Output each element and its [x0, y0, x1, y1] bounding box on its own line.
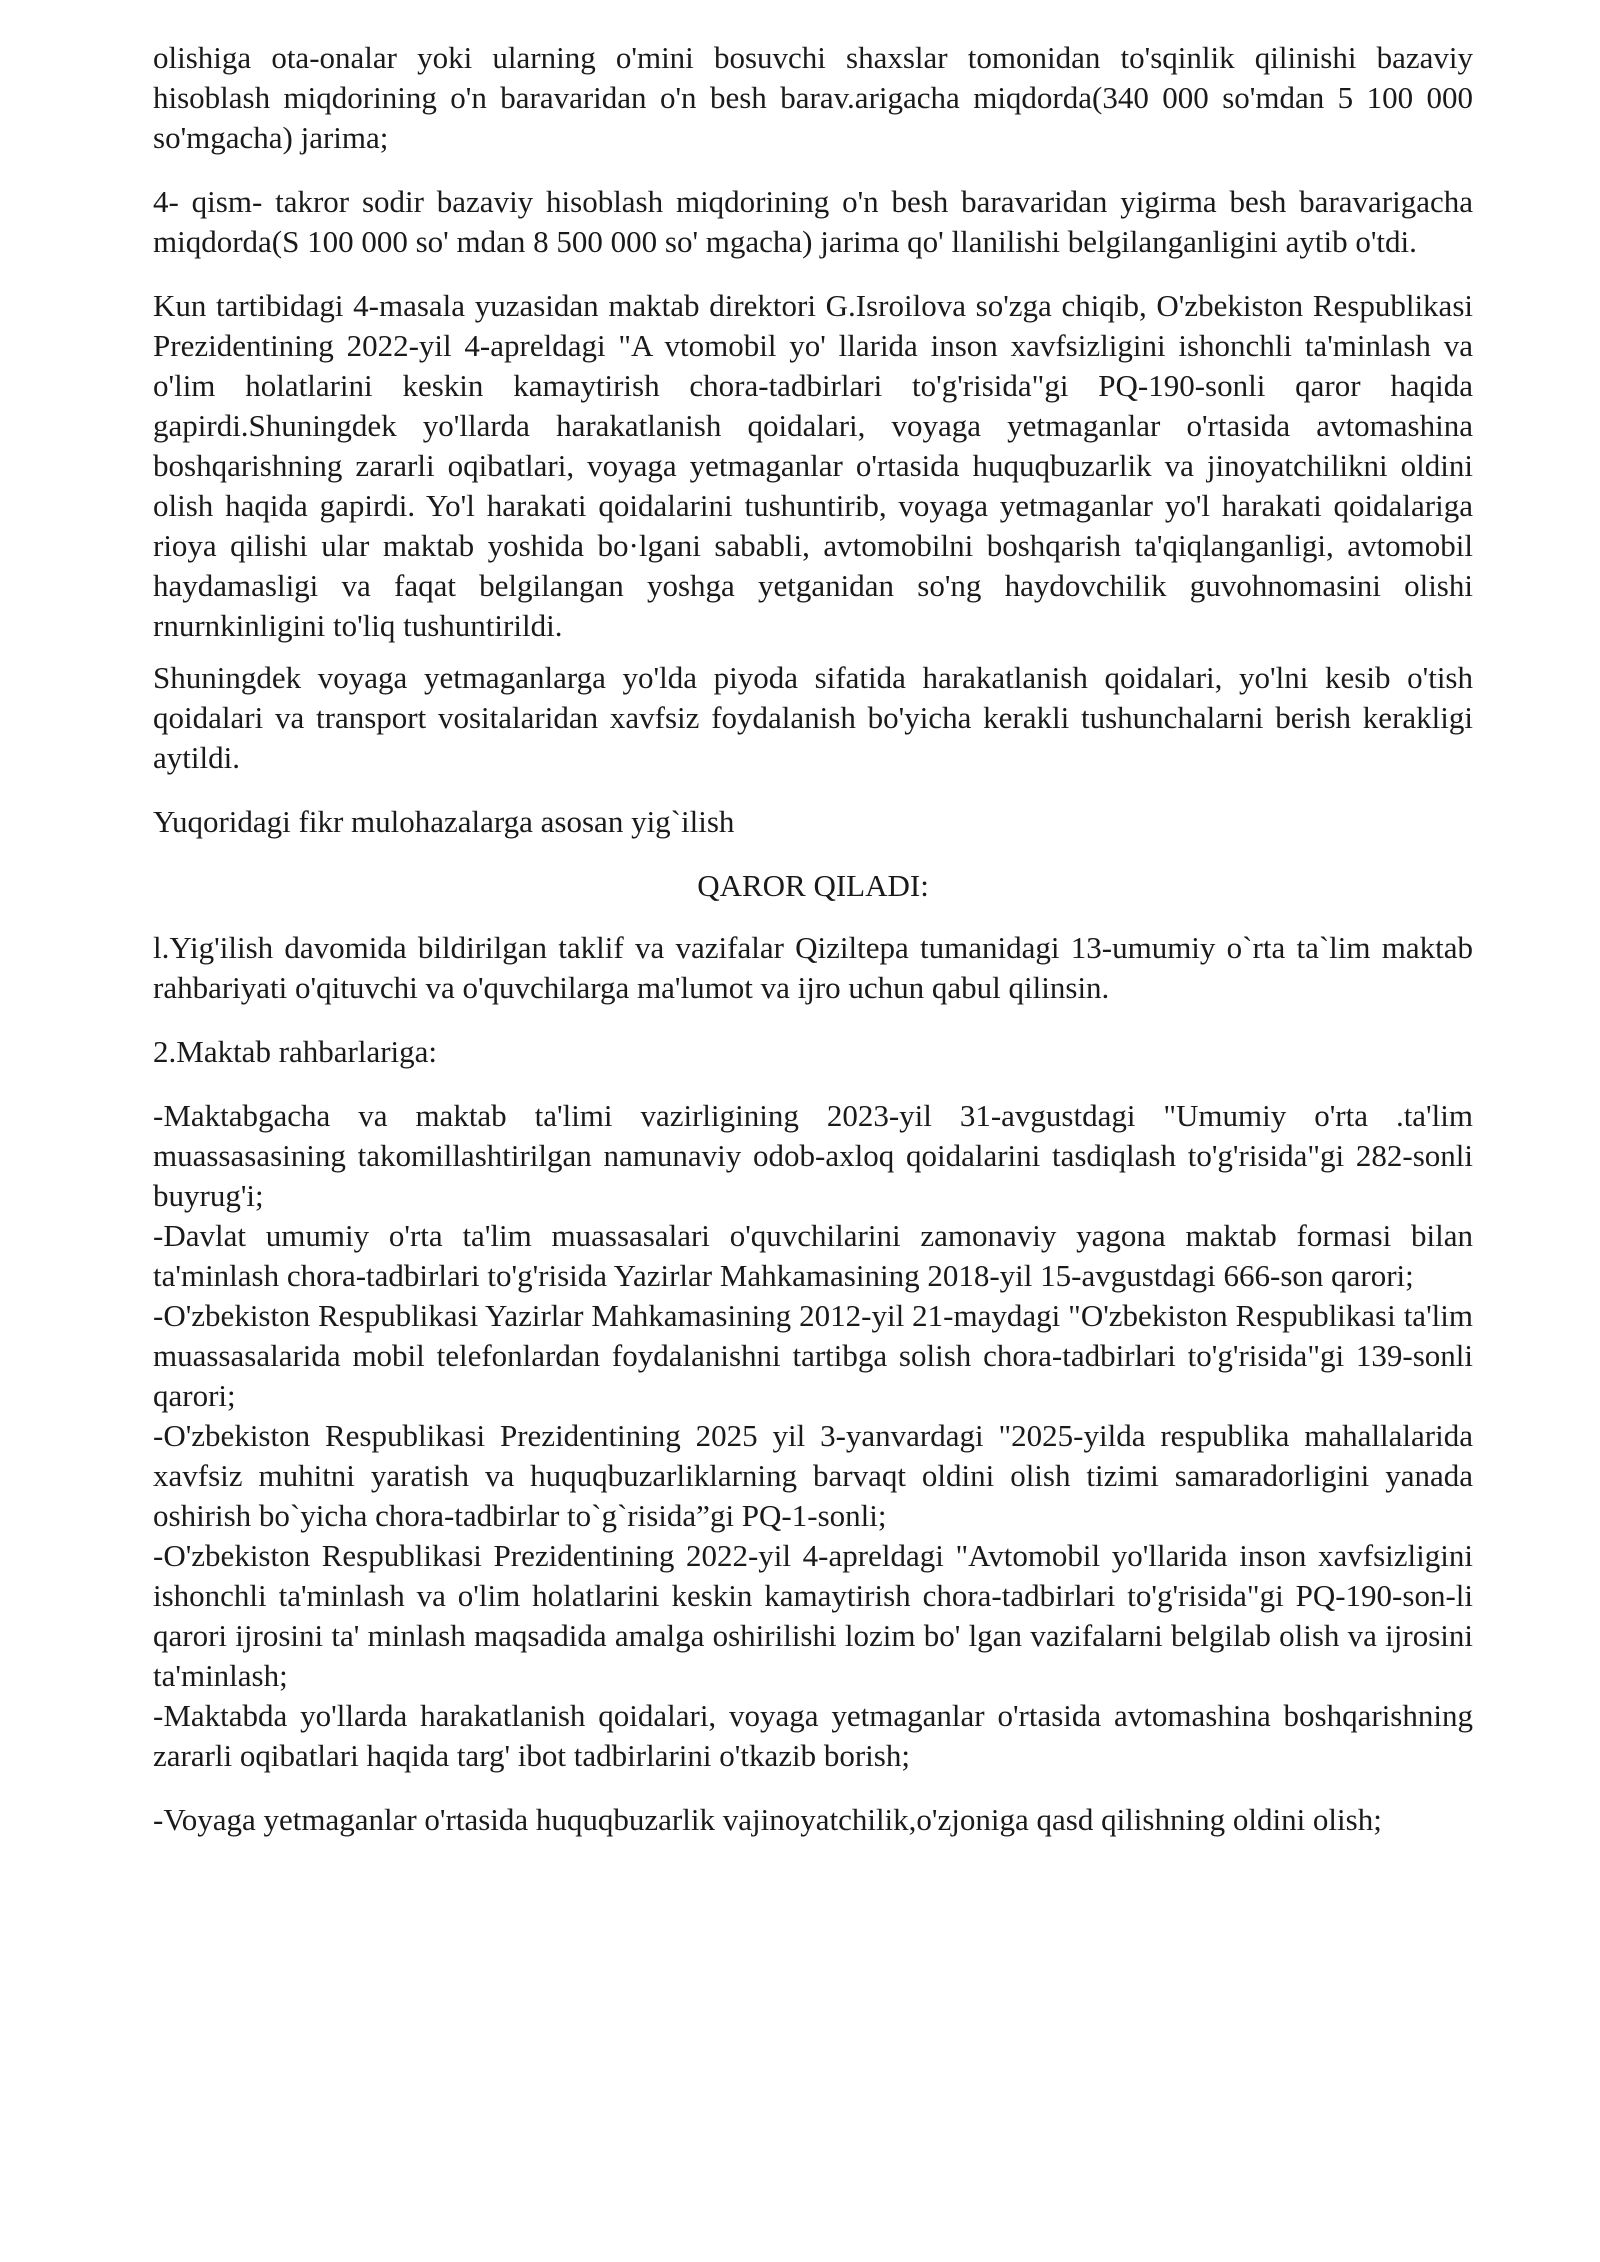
list-item: -Davlat umumiy o'rta ta'lim muassasalari o'quvchilarini zamonaviy yagona maktab formasi bilan ta'minlash chora-tadbirlari to'g'risida Yazirlar Mahkamasining 2018-yil 15-avgustdagi 666-son qarori;: [153, 1218, 1473, 1293]
paragraph-based-on: Yuqoridagi fikr mulohazalarga asosan yig`ilish: [153, 804, 735, 839]
list-item: -O'zbekiston Respublikasi Yazirlar Mahkamasining 2012-yil 21-maydagi "O'zbekiston Respublikasi ta'lim muassasalarida mobil telefonlardan foydalanishni tartibga solish chora-tadbirlari to'g'risida"gi 139-sonli qarori;: [153, 1298, 1473, 1413]
decision-heading: QAROR QILADI:: [697, 868, 929, 903]
list-item: -O'zbekiston Respublikasi Prezidentining 2022-yil 4-apreldagi "Avtomobil yo'llarida inson xavfsizligini ishonchli ta'minlash va o'lim holatlarini keskin kamaytirish chora-tadbirlari to'g'risida"gi PQ-190-son-li qarori ijrosini ta' minlash maqsadida amalga oshirilishi lozim bo' lgan vazifalarni belgilab olish va ijrosini ta'minlash;: [153, 1538, 1473, 1693]
document-page: [153, 38, 1473, 1864]
decision-2-title: 2.Maktab rahbarlariga:: [153, 1034, 438, 1069]
paragraph-pedestrian-rules: Shuningdek voyaga yetmaganlarga yo'lda piyoda sifatida harakatlanish qoidalari, yo'lni kesib o'tish qoidalari va transport vositalaridan xavfsiz foydalanish bo'yicha kerakli tushunchalarni berish kerakligi aytildi.: [153, 660, 1473, 775]
paragraph-fine-clause: olishiga ota-onalar yoki ularning o'mini bosuvchi shaxslar tomonidan to'sqinlik qilinishi bazaviy hisoblash miqdorining o'n baravaridan o'n besh barav.arigacha miqdorda(340 000 so'mdan 5 100 000 so'mgacha) jarima;: [153, 40, 1473, 155]
paragraph-agenda-item-4: Kun tartibidagi 4-masala yuzasidan maktab direktori G.Isroilova so'zga chiqib, O'zbekiston Respublikasi Prezidentining 2022-yil 4-apreldagi "A vtomobil yo' llarida inson xavfsizligini ishonchli ta'minlash va o'lim holatlarini keskin kamaytirish chora-tadbirlari to'g'risida"gi PQ-190-sonli qaror haqida gapirdi.Shuningdek yo'llarda harakatlanish qoidalari, voyaga yetmaganlar o'rtasida avtomashina boshqarishning zararli oqibatlari, voyaga yetmaganlar o'rtasida huquqbuzarlik va jinoyatchilikni oldini olish haqida gapirdi. Yo'l harakati qoidalarini tushuntirib, voyaga yetmaganlar yo'l harakati qoidalariga rioya qilishi ular maktab yoshida bo·lgani sababli, avtomobilni boshqarish ta'qiqlanganligi, avtomobil haydamasligi va faqat belgilangan yoshga yetganidan so'ng haydovchilik guvohnomasini olishi rnurnkinligini to'liq tushuntirildi.: [153, 288, 1473, 643]
list-item: -Maktabda yo'llarda harakatlanish qoidalari, voyaga yetmaganlar o'rtasida avtomashina boshqarishning zararli oqibatlari haqida targ' ibot tadbirlarini o'tkazib borish;: [153, 1698, 1473, 1773]
list-item: -O'zbekiston Respublikasi Prezidentining 2025 yil 3-yanvardagi "2025-yilda respublika mahallalarida xavfsiz muhitni yaratish va huquqbuzarliklarning barvaqt oldini olish tizimi samaradorligini yanada oshirish bo`yicha chora-tadbirlar to`g`risida”gi PQ-1-sonli;: [153, 1418, 1473, 1533]
paragraph-part-4: 4- qism- takror sodir bazaviy hisoblash miqdorining o'n besh baravaridan yigirma besh baravarigacha miqdorda(S 100 000 so' mdan 8 500 000 so' mgacha) jarima qo' llanilishi belgilanganligini aytib o'tdi.: [153, 184, 1473, 259]
list-item-last: -Voyaga yetmaganlar o'rtasida huquqbuzarlik vajinoyatchilik,o'zjoniga qasd qilishning oldini olish;: [153, 1802, 1382, 1837]
list-item: -Maktabgacha va maktab ta'limi vazirligining 2023-yil 31-avgustdagi "Umumiy o'rta .ta'lim muassasasining takomillashtirilgan namunaviy odob-axloq qoidalarini tasdiqlash to'g'risida"gi 282-sonli buyrug'i;: [153, 1098, 1473, 1213]
decision-2-list: [153, 1096, 1473, 1776]
decision-1: l.Yig'ilish davomida bildirilgan taklif va vazifalar Qiziltepa tumanidagi 13-umumiy o`rta ta`lim maktab rahbariyati o'qituvchi va o'quvchilarga ma'lumot va ijro uchun qabul qilinsin.: [153, 930, 1473, 1005]
